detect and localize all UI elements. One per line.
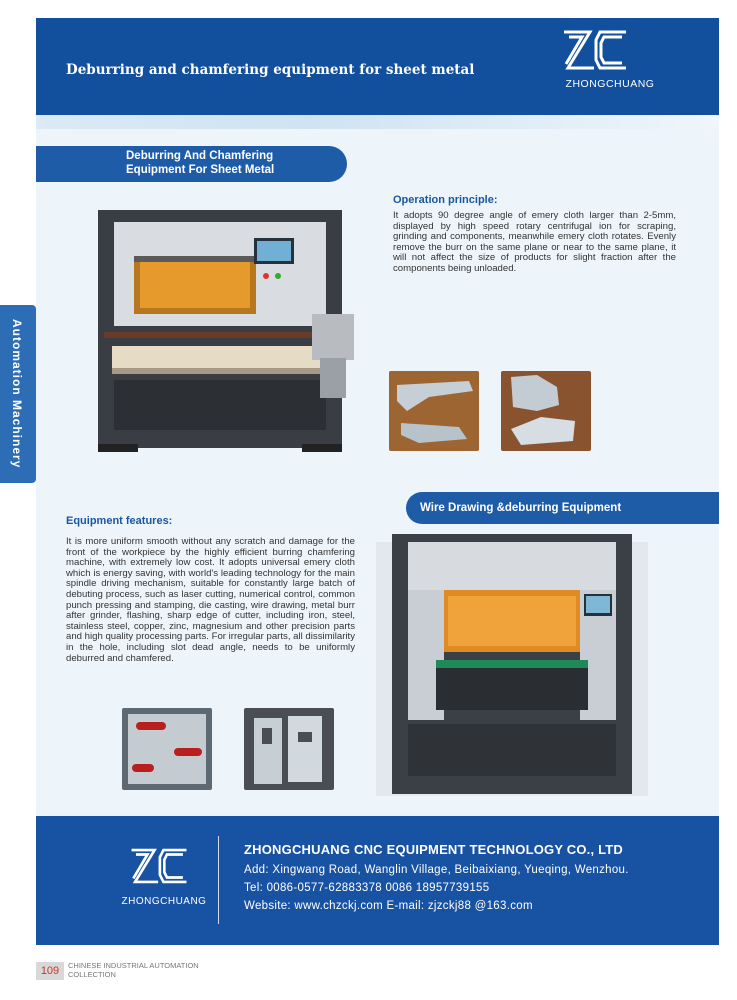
collection-line1: CHINESE INDUSTRIAL AUTOMATION [68,961,199,970]
automation-machinery-tab [0,305,36,483]
company-name: ZHONGCHUANG CNC EQUIPMENT TECHNOLOGY CO., LTD [244,842,624,857]
company-logo [548,28,678,100]
section-label-line1: Deburring And Chamfering [126,150,274,162]
collection-line2: COLLECTION [68,969,116,979]
collection-label [68,962,199,979]
logo-wordmark: ZHONGCHUANG [565,78,655,90]
company-address: Add: Xingwang Road, Wanglin Village, Beibaixiang, Yueqing, Wenzhou. [244,864,629,876]
wire-drawing-machine-image [376,528,648,800]
page-title: Deburring and chamfering equipment for sheet metal [66,62,475,78]
zc-logo-icon [128,846,190,886]
features-heading: Equipment features: [66,515,173,527]
side-tab-label: Automation Machinery [10,319,24,469]
header-banner [36,18,719,115]
sample-parts-photo-2 [501,371,591,451]
sample-parts-photo-4 [244,708,334,790]
brochure-page [36,18,719,945]
zc-logo-icon [560,28,630,72]
sample-parts-photo-1 [389,371,479,451]
header-stripe [36,115,719,129]
footer-banner [36,816,719,945]
operation-heading: Operation principle: [393,194,498,206]
operation-text: It adopts 90 degree angle of emery cloth larger than 2-5mm, displayed by high speed rotary centrifugal ion for scraping, grinding and components, meanwhile emery cloth rotates. Evenly remove the burr on the same plane or near to the same plane, it will not affect the size of products for slight fraction after the components being unloaded. [393,210,676,274]
section-label-wire-drawing: Wire Drawing &deburring Equipment [406,492,719,524]
company-web-email: Website: www.chzckj.com E-mail: zjzckj88 @163.com [244,900,533,912]
footer-divider [218,836,219,924]
footer-logo-wordmark: ZHONGCHUANG [121,896,207,907]
sample-parts-photo-3 [122,708,212,790]
section-label-deburring [36,146,347,182]
deburring-machine-image [94,208,366,458]
page-number: 109 [36,962,64,980]
features-text: It is more uniform smooth without any scratch and damage for the front of the workpiece by the highly efficient burring chamfering machine, with extremely low cost. It adopts universal emery cloth which is energy saving, with world's leading technology for the main spindle driving mechanism, suitable for constantly large batch of debuting process, such as laser cutting, numerical control, common punch pressing and stamping, die casting, wire drawing, metal burr after grinder, flashing, sharp edge of cutter, including iron, steel, stainless steel, copper, zinc, magnesium and other precision parts and high quality processing parts. For irregular parts, all dissimilarity in the hole, including slot dead angle, needs to be uniformly deburred and chamfered. [66,536,355,664]
section-label-line2: Equipment For Sheet Metal [126,164,275,176]
company-phone: Tel: 0086-0577-62883378 0086 18957739155 [244,882,490,894]
footer-logo [116,846,212,916]
